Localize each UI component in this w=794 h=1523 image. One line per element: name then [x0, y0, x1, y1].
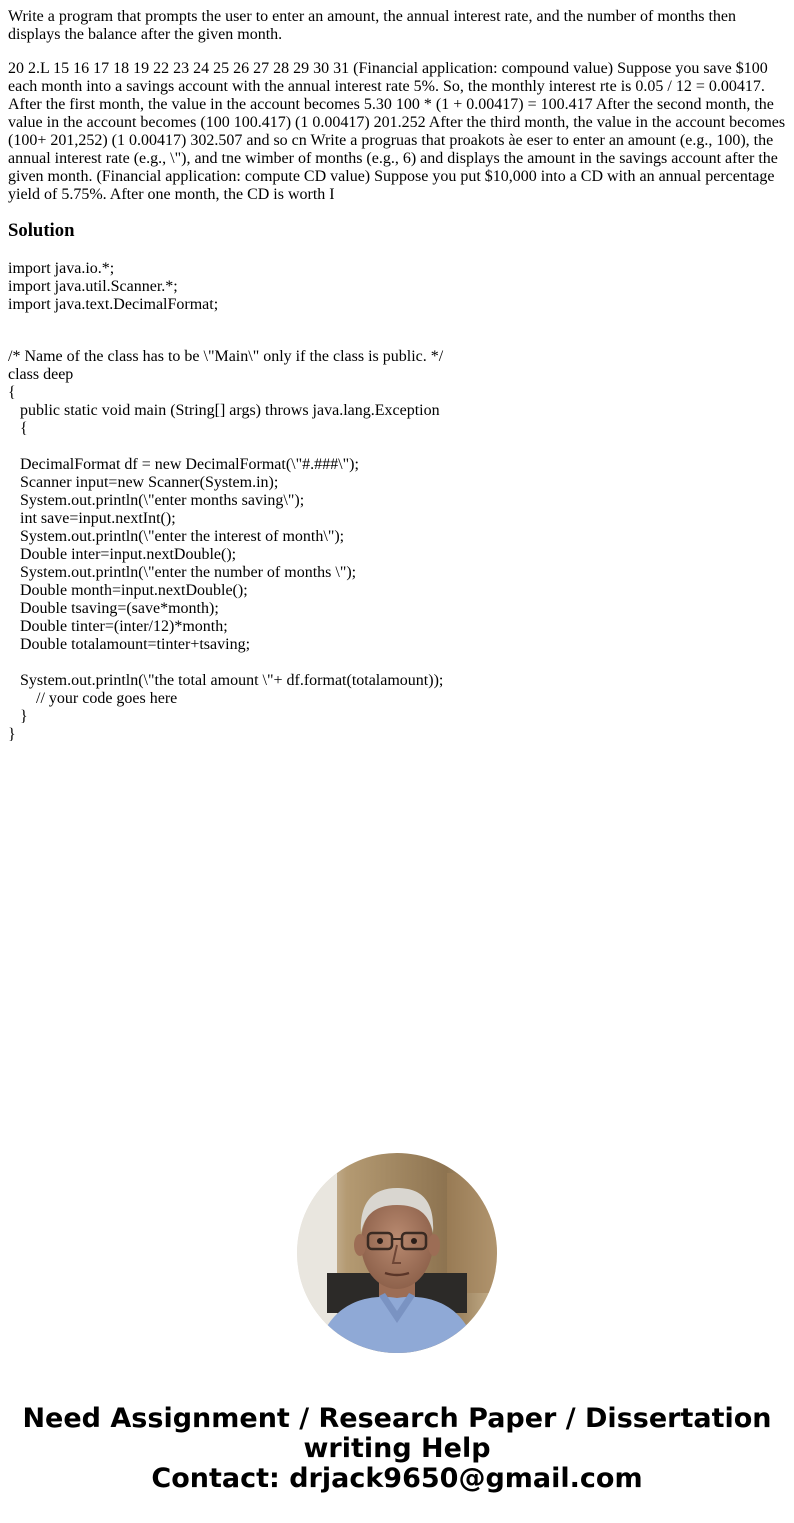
promo-footer: [0, 1404, 794, 1494]
code-line: System.out.println(\"the total amount \"+ df.format(totalamount));: [8, 672, 444, 689]
code-spacer: [8, 314, 788, 348]
code-line: Double tinter=(inter/12)*month;: [8, 618, 228, 635]
code-line: Double tsaving=(save*month);: [8, 600, 219, 617]
code-line: Double totalamount=tinter+tsaving;: [8, 636, 251, 653]
code-block: [8, 348, 788, 744]
code-line: import java.io.*;: [8, 260, 115, 277]
code-line: Scanner input=new Scanner(System.in);: [8, 474, 279, 491]
code-imports: [8, 260, 788, 314]
code-line: /* Name of the class has to be \"Main\" only if the class is public. */: [8, 348, 444, 365]
question-body: 20 2.L 15 16 17 18 19 22 23 24 25 26 27 28 29 30 31 (Financial application: compound value) Suppose you save $100 each month into a savings account with the annual interest rate 5%. So, the monthly interest rte is 0.05 / 12 = 0.00417. After the first month, the value in the account becomes 5.30 100 * (1 + 0.00417) = 100.417 After the second month, the value in the account becomes (100 100.417) (1 0.00417) 201.252 After the third month, the value in the account becomes (100+ 201,252) (1 0.00417) 302.507 and so cn Write a progruas that proakots àe eser to enter an amount (e.g., 100), the annual interest rate (e.g., \"), and tne wimber of months (e.g., 6) and displays the amount in the savings account after the given month. (Financial application: compute CD value) Suppose you put $10,000 into a CD with an annual percentage yield of 5.75%. After one month, the CD is worth I: [8, 60, 786, 203]
promo-contact[interactable]: Contact: drjack9650@gmail.com: [151, 1463, 643, 1494]
code-line: }: [8, 726, 16, 743]
code-line: class deep: [8, 366, 74, 383]
code-line: int save=input.nextInt();: [8, 510, 176, 527]
code-line: DecimalFormat df = new DecimalFormat(\"#.###\");: [8, 456, 359, 473]
document-content: [8, 8, 788, 744]
code-line: System.out.println(\"enter the number of months \");: [8, 564, 357, 581]
code-line: Double month=input.nextDouble();: [8, 582, 248, 599]
code-line: System.out.println(\"enter months saving\");: [8, 492, 305, 509]
code-line: // your code goes here: [8, 690, 178, 707]
promo-line-1: Need Assignment / Research Paper / Dissertation: [22, 1403, 772, 1434]
promo-line-2: writing Help: [303, 1433, 491, 1464]
code-line: [8, 438, 788, 456]
question-intro: Write a program that prompts the user to enter an amount, the annual interest rate, and the number of months then displays the balance after the given month.: [8, 8, 737, 43]
code-line: public static void main (String[] args) throws java.lang.Exception: [8, 402, 440, 419]
code-line: Double inter=input.nextDouble();: [8, 546, 237, 563]
code-line: {: [8, 384, 16, 401]
author-photo-icon: [297, 1153, 497, 1353]
code-line: [8, 654, 788, 672]
code-line: import java.text.DecimalFormat;: [8, 296, 219, 313]
author-avatar: [297, 1153, 497, 1353]
code-line: System.out.println(\"enter the interest of month\");: [8, 528, 345, 545]
code-line: {: [8, 420, 28, 437]
code-line: }: [8, 708, 28, 725]
solution-heading: Solution: [8, 220, 75, 241]
code-line: import java.util.Scanner.*;: [8, 278, 178, 295]
